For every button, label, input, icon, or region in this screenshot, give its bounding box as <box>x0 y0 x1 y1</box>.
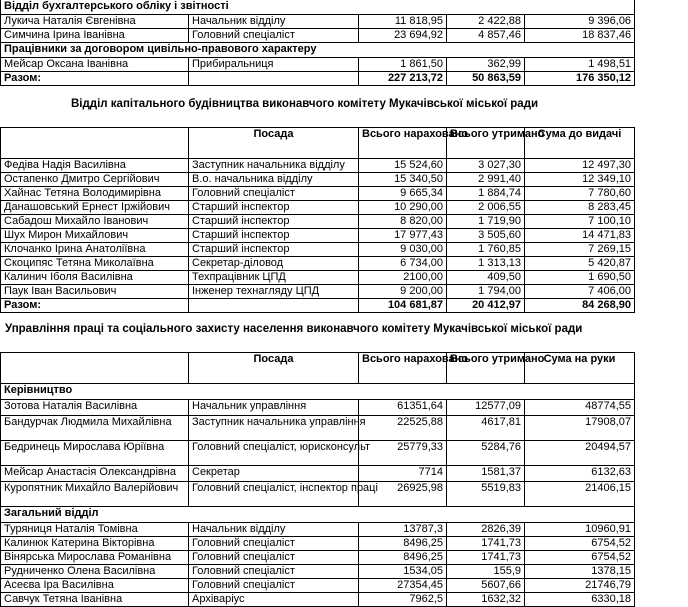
table-row <box>1 29 635 43</box>
employee-name: Куропятник Михайло Валерійович <box>1 482 189 507</box>
amount-deducted: 1 313,13 <box>447 257 525 271</box>
employee-name: Асеєва Іра Василівна <box>1 579 189 593</box>
total-label: Разом: <box>1 299 189 313</box>
table-row <box>1 593 635 607</box>
section-title: Загальний відділ <box>1 507 635 523</box>
amount-deducted: 2 006,55 <box>447 201 525 215</box>
total-row <box>1 299 635 313</box>
employee-position: Начальник відділу <box>189 15 359 29</box>
table-row <box>1 441 635 466</box>
amount-accrued: 23 694,92 <box>359 29 447 43</box>
section-title: Керівництво <box>1 384 635 400</box>
employee-name: Сабадош Михайло Іванович <box>1 215 189 229</box>
employee-position: Інженер технагляду ЦПД <box>189 285 359 299</box>
table-row <box>1 551 635 565</box>
employee-position: Головний спеціаліст <box>189 537 359 551</box>
amount-payable: 21746,79 <box>525 579 635 593</box>
total-empty <box>189 299 359 313</box>
amount-accrued: 17 977,43 <box>359 229 447 243</box>
employee-name: Остапенко Дмитро Сергійович <box>1 173 189 187</box>
amount-accrued: 9 200,00 <box>359 285 447 299</box>
header-accrued: Всього нараховано <box>359 128 447 159</box>
amount-deducted: 1741,73 <box>447 551 525 565</box>
social-dept-title: Управління праці та соціального захисту населення виконавчого комітету Мукачівської міської ради <box>5 323 583 335</box>
social-table <box>0 352 635 607</box>
employee-name: Скоципяс Тетяна Миколаївна <box>1 257 189 271</box>
employee-name: Туряниця Наталія Томівна <box>1 523 189 537</box>
section-row <box>1 0 635 15</box>
employee-name: Лукича Наталія Євгенівна <box>1 15 189 29</box>
amount-accrued: 27354,45 <box>359 579 447 593</box>
management-rows <box>1 400 635 507</box>
header-deducted: Всього утримано <box>447 353 525 384</box>
amount-deducted: 2 422,88 <box>447 15 525 29</box>
amount-accrued: 8496,25 <box>359 537 447 551</box>
header-row <box>1 128 635 159</box>
employee-name: Мейсар Анастасія Олександрівна <box>1 466 189 482</box>
amount-deducted: 409,50 <box>447 271 525 285</box>
employee-position: Архіваріус <box>189 593 359 607</box>
employee-name: Симчина Ірина Іванівна <box>1 29 189 43</box>
amount-payable: 6330,18 <box>525 593 635 607</box>
employee-position: Старший інспектор <box>189 201 359 215</box>
table-row <box>1 416 635 441</box>
amount-payable: 20494,57 <box>525 441 635 466</box>
employee-name: Калинич Іболя Василівна <box>1 271 189 285</box>
amount-payable: 18 837,46 <box>525 29 635 43</box>
amount-deducted: 155,9 <box>447 565 525 579</box>
total-deducted: 50 863,59 <box>447 72 525 86</box>
section-title: Відділ бухгалтерського обліку і звітності <box>1 0 635 15</box>
amount-deducted: 5284,76 <box>447 441 525 466</box>
amount-deducted: 5519,83 <box>447 482 525 507</box>
amount-payable: 21406,15 <box>525 482 635 507</box>
employee-position: Головний спеціаліст, юрисконсульт <box>189 441 359 466</box>
amount-payable: 1 498,51 <box>525 58 635 72</box>
employee-name: Зотова Наталія Василівна <box>1 400 189 416</box>
amount-payable: 12 349,10 <box>525 173 635 187</box>
amount-payable: 12 497,30 <box>525 159 635 173</box>
amount-accrued: 9 030,00 <box>359 243 447 257</box>
table-row <box>1 579 635 593</box>
amount-accrued: 25779,33 <box>359 441 447 466</box>
amount-deducted: 5607,66 <box>447 579 525 593</box>
amount-deducted: 1632,32 <box>447 593 525 607</box>
employee-name: Вінярська Мирослава Романівна <box>1 551 189 565</box>
section-title: Працівники за договором цивільно-правового характеру <box>1 43 635 58</box>
amount-deducted: 1581,37 <box>447 466 525 482</box>
employee-name: Рудниченко Олена Василівна <box>1 565 189 579</box>
employee-name: Данашовський Ернест Іржійович <box>1 201 189 215</box>
amount-deducted: 12577,09 <box>447 400 525 416</box>
table-row <box>1 173 635 187</box>
amount-accrued: 11 818,95 <box>359 15 447 29</box>
employee-position: Головний спеціаліст <box>189 579 359 593</box>
employee-position: Старший інспектор <box>189 243 359 257</box>
employee-position: Заступник начальника управління <box>189 416 359 441</box>
employee-position: В.о. начальника відділу <box>189 173 359 187</box>
amount-accrued: 8496,25 <box>359 551 447 565</box>
amount-deducted: 3 027,30 <box>447 159 525 173</box>
total-row <box>1 72 635 86</box>
employee-position: Головний спеціаліст <box>189 565 359 579</box>
total-accrued: 227 213,72 <box>359 72 447 86</box>
amount-accrued: 8 820,00 <box>359 215 447 229</box>
amount-payable: 9 396,06 <box>525 15 635 29</box>
employee-position: Секретар-діловод <box>189 257 359 271</box>
employee-name: Калинюк Катерина Вікторівна <box>1 537 189 551</box>
total-deducted: 20 412,97 <box>447 299 525 313</box>
capital-dept-title: Відділ капітального будівництва виконавчого комітету Мукачівської міської ради <box>71 98 539 110</box>
amount-deducted: 4617,81 <box>447 416 525 441</box>
header-position: Посада <box>189 353 359 384</box>
employee-position: Старший інспектор <box>189 215 359 229</box>
table-row <box>1 15 635 29</box>
amount-payable: 1378,15 <box>525 565 635 579</box>
amount-deducted: 1 884,74 <box>447 187 525 201</box>
amount-payable: 14 471,83 <box>525 229 635 243</box>
amount-payable: 17908,07 <box>525 416 635 441</box>
section-row <box>1 43 635 58</box>
amount-deducted: 1741,73 <box>447 537 525 551</box>
amount-deducted: 1 794,00 <box>447 285 525 299</box>
amount-deducted: 1 760,85 <box>447 243 525 257</box>
amount-deducted: 2 991,40 <box>447 173 525 187</box>
header-name <box>1 128 189 159</box>
employee-position: Головний спеціаліст <box>189 187 359 201</box>
table-row <box>1 482 635 507</box>
header-row <box>1 353 635 384</box>
employee-position: Начальник відділу <box>189 523 359 537</box>
employee-name: Бедринець Мирослава Юріївна <box>1 441 189 466</box>
amount-payable: 1 690,50 <box>525 271 635 285</box>
amount-deducted: 4 857,46 <box>447 29 525 43</box>
amount-deducted: 3 505,60 <box>447 229 525 243</box>
total-accrued: 104 681,87 <box>359 299 447 313</box>
employee-position: Головний спеціаліст, інспектор праці <box>189 482 359 507</box>
employee-position: Головний спеціаліст <box>189 551 359 565</box>
table-row <box>1 229 635 243</box>
amount-accrued: 15 340,50 <box>359 173 447 187</box>
employee-name: Федіва Надія Василівна <box>1 159 189 173</box>
amount-deducted: 2826,39 <box>447 523 525 537</box>
amount-accrued: 10 290,00 <box>359 201 447 215</box>
employee-position: Начальник управління <box>189 400 359 416</box>
table-row <box>1 537 635 551</box>
amount-payable: 6132,63 <box>525 466 635 482</box>
amount-accrued: 1534,05 <box>359 565 447 579</box>
capital-table <box>0 127 635 313</box>
amount-deducted: 362,99 <box>447 58 525 72</box>
employee-position: Заступник начальника відділу <box>189 159 359 173</box>
amount-payable: 48774,55 <box>525 400 635 416</box>
amount-payable: 5 420,87 <box>525 257 635 271</box>
table-row <box>1 187 635 201</box>
employee-name: Паук Іван Васильович <box>1 285 189 299</box>
amount-deducted: 1 719,90 <box>447 215 525 229</box>
amount-payable: 7 406,00 <box>525 285 635 299</box>
amount-payable: 6754,52 <box>525 537 635 551</box>
table-row <box>1 565 635 579</box>
amount-accrued: 2100,00 <box>359 271 447 285</box>
amount-accrued: 26925,98 <box>359 482 447 507</box>
employee-name: Бандурчак Людмила Михайлівна <box>1 416 189 441</box>
employee-position: Секретар <box>189 466 359 482</box>
table-row <box>1 285 635 299</box>
amount-payable: 7 269,15 <box>525 243 635 257</box>
general-dept-rows <box>1 523 635 607</box>
employee-name: Шух Мирон Михайлович <box>1 229 189 243</box>
amount-accrued: 6 734,00 <box>359 257 447 271</box>
table-row <box>1 201 635 215</box>
employee-name: Мейсар Оксана Іванівна <box>1 58 189 72</box>
table-row <box>1 159 635 173</box>
employee-position: Головний спеціаліст <box>189 29 359 43</box>
table-row <box>1 523 635 537</box>
total-label: Разом: <box>1 72 189 86</box>
header-position: Посада <box>189 128 359 159</box>
table-row <box>1 466 635 482</box>
amount-accrued: 1 861,50 <box>359 58 447 72</box>
amount-accrued: 9 665,34 <box>359 187 447 201</box>
total-payable: 176 350,12 <box>525 72 635 86</box>
table-row <box>1 243 635 257</box>
table-row <box>1 271 635 285</box>
table-row <box>1 215 635 229</box>
amount-accrued: 7962,5 <box>359 593 447 607</box>
amount-payable: 7 100,10 <box>525 215 635 229</box>
employee-name: Савчук Тетяна Іванівна <box>1 593 189 607</box>
amount-accrued: 7714 <box>359 466 447 482</box>
total-payable: 84 268,90 <box>525 299 635 313</box>
amount-payable: 6754,52 <box>525 551 635 565</box>
amount-accrued: 22525,88 <box>359 416 447 441</box>
amount-accrued: 61351,64 <box>359 400 447 416</box>
section-row <box>1 507 635 523</box>
employee-name: Хайнас Тетяна Володимирівна <box>1 187 189 201</box>
employee-position: Старший інспектор <box>189 229 359 243</box>
total-empty <box>189 72 359 86</box>
table-row <box>1 58 635 72</box>
header-payable: Сума на руки <box>525 353 635 384</box>
accounting-table <box>0 0 635 86</box>
capital-rows <box>1 159 635 299</box>
header-payable: Сума до видачі <box>525 128 635 159</box>
header-accrued: Всього нараховано <box>359 353 447 384</box>
employee-position: Прибиральниця <box>189 58 359 72</box>
employee-position: Техпрацівник ЦПД <box>189 271 359 285</box>
amount-payable: 8 283,45 <box>525 201 635 215</box>
amount-accrued: 15 524,60 <box>359 159 447 173</box>
table-row <box>1 257 635 271</box>
section-row <box>1 384 635 400</box>
amount-accrued: 13787,3 <box>359 523 447 537</box>
employee-name: Клочанко Ірина Анатоліївна <box>1 243 189 257</box>
header-name <box>1 353 189 384</box>
header-deducted: Всього утримано <box>447 128 525 159</box>
amount-payable: 7 780,60 <box>525 187 635 201</box>
table-row <box>1 400 635 416</box>
amount-payable: 10960,91 <box>525 523 635 537</box>
